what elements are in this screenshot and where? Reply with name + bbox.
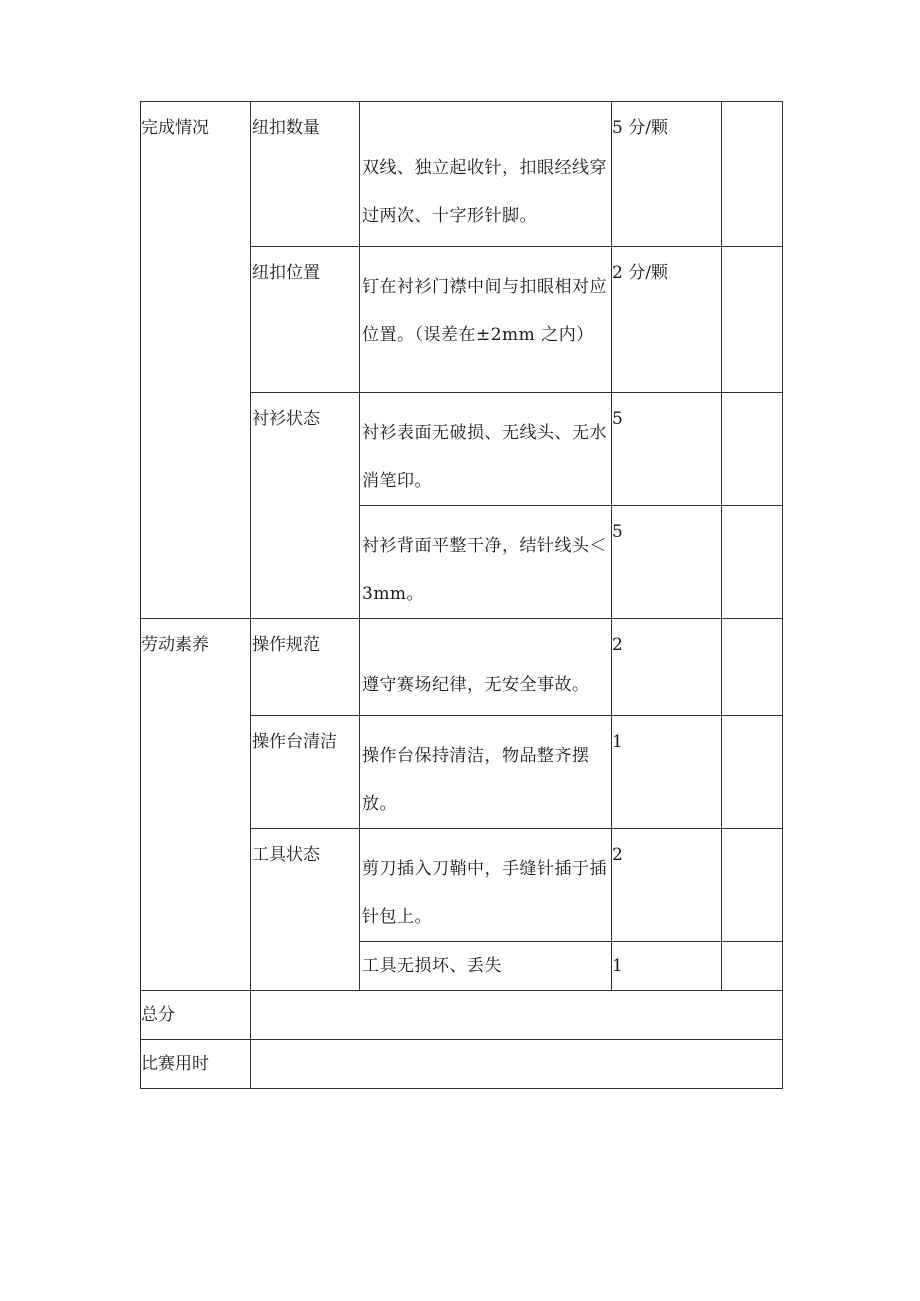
desc-cell <box>360 829 612 942</box>
time-value <box>251 1040 782 1052</box>
mark-cell <box>722 716 783 829</box>
desc-cell <box>360 102 612 247</box>
category-cell <box>141 102 251 619</box>
mark-value <box>722 506 782 520</box>
table-row <box>141 619 783 716</box>
item-label: 工具状态 <box>252 845 320 865</box>
time-value-cell <box>251 1040 783 1089</box>
total-value-cell <box>251 991 783 1040</box>
item-label: 衬衫状态 <box>252 409 320 429</box>
mark-value <box>722 619 782 633</box>
total-label-cell <box>141 991 251 1040</box>
score-value: 5 <box>612 522 623 542</box>
mark-value <box>722 393 782 407</box>
score-value: 1 <box>612 956 623 976</box>
category-cell <box>141 619 251 991</box>
mark-value <box>722 247 782 261</box>
mark-cell <box>722 102 783 247</box>
item-cell <box>251 102 360 247</box>
desc-text: 遵守赛场纪律，无安全事故。 <box>362 675 590 695</box>
score-value: 2 <box>612 635 623 655</box>
desc-cell <box>360 393 612 506</box>
item-label: 操作规范 <box>252 635 320 655</box>
desc-cell <box>360 716 612 829</box>
mark-cell <box>722 247 783 393</box>
scoring-table <box>140 101 783 1089</box>
desc-cell <box>360 506 612 619</box>
score-cell <box>612 247 722 393</box>
mark-cell <box>722 619 783 716</box>
desc-cell <box>360 619 612 716</box>
desc-cell <box>360 942 612 991</box>
mark-value <box>722 942 782 956</box>
item-label: 操作台清洁 <box>252 732 337 752</box>
mark-cell <box>722 942 783 991</box>
total-label: 总分 <box>141 1005 175 1025</box>
score-value: 2 分/颗 <box>612 263 668 283</box>
total-value <box>251 991 782 1003</box>
category-label: 劳动素养 <box>141 635 209 655</box>
score-cell <box>612 829 722 942</box>
score-value: 5 分/颗 <box>612 118 668 138</box>
score-cell <box>612 716 722 829</box>
desc-cell <box>360 247 612 393</box>
mark-cell <box>722 506 783 619</box>
total-row <box>141 991 783 1040</box>
mark-value <box>722 102 782 116</box>
score-cell <box>612 102 722 247</box>
item-cell <box>251 619 360 716</box>
mark-cell <box>722 829 783 942</box>
item-cell <box>251 393 360 619</box>
score-cell <box>612 393 722 506</box>
item-cell <box>251 247 360 393</box>
desc-text: 衬衫表面无破损、无线头、无水消笔印。 <box>362 423 607 491</box>
score-value: 5 <box>612 409 623 429</box>
item-cell <box>251 716 360 829</box>
desc-text: 衬衫背面平整干净，结针线头＜3mm。 <box>362 536 607 604</box>
desc-text: 剪刀插入刀鞘中，手缝针插于插针包上。 <box>362 859 607 927</box>
score-cell <box>612 942 722 991</box>
score-value: 2 <box>612 845 623 865</box>
score-cell <box>612 619 722 716</box>
item-label: 纽扣数量 <box>252 118 320 138</box>
desc-text: 工具无损坏、丢失 <box>362 956 502 976</box>
item-label: 纽扣位置 <box>252 263 320 283</box>
desc-text: 钉在衬衫门襟中间与扣眼相对应位置。（误差在±2mm 之内） <box>362 277 607 345</box>
table-row <box>141 102 783 247</box>
item-cell <box>251 829 360 991</box>
mark-value <box>722 716 782 730</box>
mark-value <box>722 829 782 843</box>
time-label: 比赛用时 <box>141 1054 209 1074</box>
score-value: 1 <box>612 732 623 752</box>
category-label: 完成情况 <box>141 118 209 138</box>
desc-text: 双线、独立起收针，扣眼经线穿过两次、十字形针脚。 <box>362 158 607 226</box>
mark-cell <box>722 393 783 506</box>
desc-text: 操作台保持清洁，物品整齐摆放。 <box>362 746 590 814</box>
time-row <box>141 1040 783 1089</box>
time-label-cell <box>141 1040 251 1089</box>
score-cell <box>612 506 722 619</box>
